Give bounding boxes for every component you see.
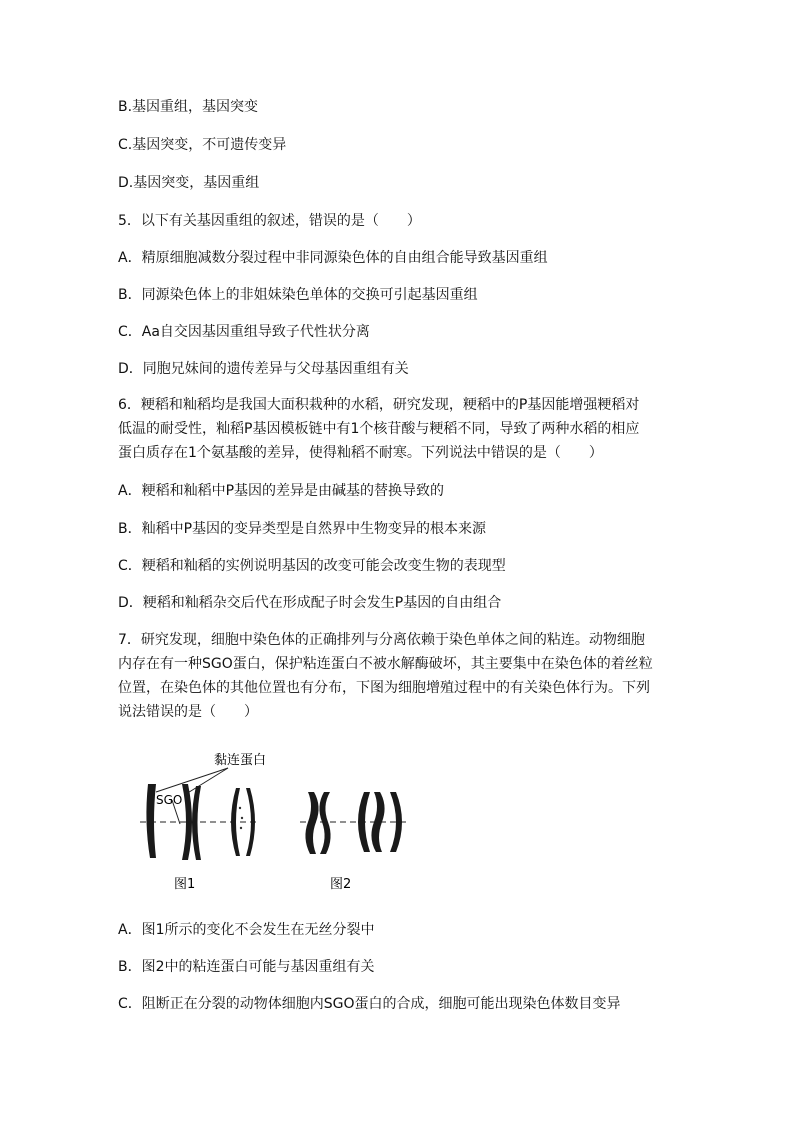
option-c-q5: C．Aa自交因基因重组导致子代性状分离	[118, 324, 370, 340]
chromosome-1	[146, 784, 156, 858]
chromosome-2-right	[192, 786, 201, 860]
label-cohesin: 黏连蛋白	[214, 753, 267, 768]
chromosome-4-left	[305, 792, 318, 854]
option-b-q6: B．籼稻中P基因的变异类型是自然界中生物变异的根本来源	[118, 521, 487, 537]
option-a-q7: A．图1所示的变化不会发生在无丝分裂中	[118, 922, 375, 938]
cohesin-dots-fig1	[239, 807, 243, 829]
option-c-q7: C．阻断正在分裂的动物体细胞内SGO蛋白的合成，细胞可能出现染色体数目变异	[118, 996, 621, 1012]
chromosome-3-left	[231, 788, 240, 856]
option-a-q6: A．粳稻和籼稻中P基因的差异是由碱基的替换导致的	[118, 483, 445, 499]
chromosome-5-left	[358, 792, 370, 852]
option-d-q5: D．同胞兄妹间的遗传差异与父母基因重组有关	[118, 361, 409, 377]
option-b-q7: B．图2中的粘连蛋白可能与基因重组有关	[118, 959, 375, 975]
question-7-stem-line-3: 位置，在染色体的其他位置也有分布，下图为细胞增殖过程中的有关染色体行为。下列	[118, 680, 650, 696]
figure-2-chromosomes	[305, 792, 402, 854]
caption-figure-1: 图1	[174, 877, 196, 892]
option-c-q4: C.基因突变，不可遗传变异	[118, 137, 287, 153]
question-7-stem-line-2: 内存在有一种SGO蛋白，保护粘连蛋白不被水解酶破坏，其主要集中在染色体的着丝粒	[118, 656, 653, 672]
option-c-q6: C．粳稻和籼稻的实例说明基因的改变可能会改变生物的表现型	[118, 558, 506, 574]
label-sgo: SGO	[156, 793, 183, 807]
chromosome-figure	[138, 742, 428, 897]
question-7-stem-line-1: 7．研究发现，细胞中染色体的正确排列与分离依赖于染色单体之间的粘连。动物细胞	[118, 632, 645, 648]
caption-figure-2: 图2	[330, 877, 352, 892]
question-6-stem-line-3: 蛋白质存在1个氨基酸的差异，使得籼稻不耐寒。下列说法中错误的是（ ）	[118, 445, 603, 461]
question-6-stem-line-2: 低温的耐受性，籼稻P基因模板链中有1个核苷酸与粳稻不同，导致了两种水稻的相应	[118, 421, 640, 437]
question-5-stem: 5．以下有关基因重组的叙述，错误的是（ ）	[118, 213, 421, 229]
option-a-q5: A．精原细胞减数分裂过程中非同源染色体的自由组合能导致基因重组	[118, 250, 548, 266]
chromosome-4-right	[319, 792, 330, 854]
option-d-q6: D．粳稻和籼稻杂交后代在形成配子时会发生P基因的自由组合	[118, 595, 502, 611]
option-d-q4: D.基因突变，基因重组	[118, 175, 260, 191]
option-b-q5: B．同源染色体上的非姐妹染色单体的交换可引起基因重组	[118, 287, 478, 303]
option-b-q4: B.基因重组，基因突变	[118, 99, 259, 115]
question-7-stem-line-4: 说法错误的是（ ）	[118, 704, 258, 720]
question-6-stem-line-1: 6．粳稻和籼稻均是我国大面积栽种的水稻，研究发现，粳稻中的P基因能增强粳稻对	[118, 397, 640, 413]
